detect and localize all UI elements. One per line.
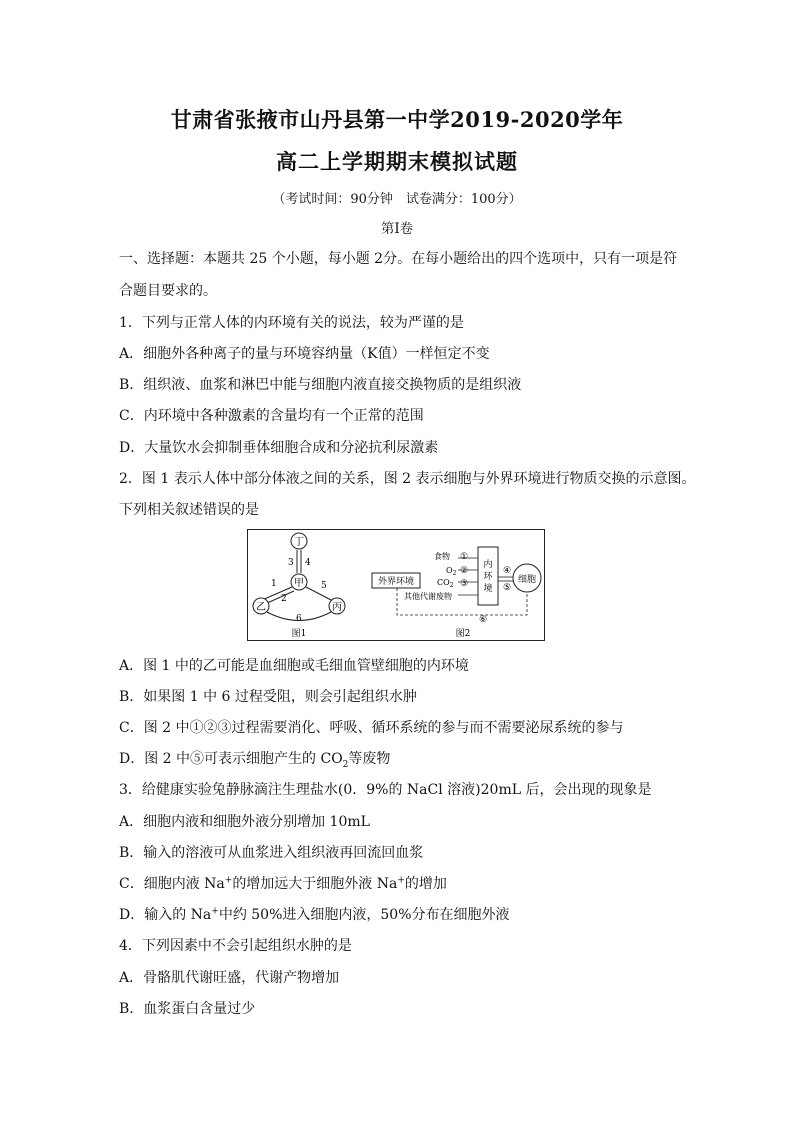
label-3: 3 [288, 558, 294, 568]
internal-label-1: 内 [483, 560, 493, 570]
q3-option-c: C．细胞内液 Na+的增加远大于细胞外液 Na+的增加 [119, 875, 447, 892]
q4-option-b: B．血浆蛋白含量过少 [119, 1001, 256, 1017]
circle-5: ⑤ [503, 583, 512, 593]
q2-stem-line2: 下列相关叙述错误的是 [119, 502, 259, 518]
label-5: 5 [321, 581, 327, 591]
label-6: 6 [296, 614, 302, 624]
node-yi-label: 乙 [256, 602, 266, 613]
q3-option-d: D．输入的 Na+中约 50%进入细胞内液，50%分布在细胞外液 [119, 906, 510, 923]
q2-option-d: D．图 2 中⑤可表示细胞产生的 $CO_2$等废物 [119, 751, 391, 770]
q1-option-c: C．内环境中各种激素的含量均有一个正常的范围 [119, 408, 424, 424]
q2-option-b: B．如果图 1 中 6 过程受阻，则会引起组织水肿 [119, 689, 417, 705]
q2-stem-line1: 2．图 1 表示人体中部分体液之间的关系，图 2 表示细胞与外界环境进行物质交换的示意图。 [119, 471, 696, 487]
part1-instruction-line2: 合题目要求的。 [119, 283, 217, 299]
node-jia-label: 甲 [294, 578, 304, 589]
node-bing-label: 丙 [332, 602, 342, 613]
label-1: 1 [271, 579, 277, 589]
circle-3: ③ [460, 579, 469, 589]
circle-2: ② [460, 566, 469, 576]
figure-2-caption: 图2 [455, 629, 471, 639]
q2-figure-svg [247, 529, 545, 641]
q1-option-b: B．组织液、血浆和淋巴中能与细胞内液直接交换物质的是组织液 [119, 377, 522, 393]
circle-6: ⑥ [479, 615, 488, 625]
q1-option-d: D．大量饮水会抑制垂体细胞合成和分泌抗利尿激素 [119, 440, 439, 456]
label-4: 4 [305, 558, 311, 568]
cell-label: 细胞 [517, 575, 537, 585]
q3-stem: 3．给健康实验兔静脉滴注生理盐水(0．9%的 NaCl 溶液)20mL 后，会出现的现象是 [119, 782, 652, 798]
waste-label: 其他代谢废物 [404, 592, 452, 601]
circle-4: ④ [503, 566, 512, 576]
internal-label-3: 境 [483, 584, 493, 594]
q1-stem: 1．下列与正常人体的内环境有关的说法，较为严谨的是 [119, 315, 464, 331]
co2-label: $CO_2$ [437, 578, 454, 589]
node-ding-label: 丁 [294, 537, 304, 548]
o2-label: $O_2$ [446, 566, 457, 577]
exam-title-line1: 甘肃省张掖市山丹县第一中学2019-2020学年 [170, 107, 624, 132]
exam-info: （考试时间：90分钟 试卷满分：100分） [272, 192, 522, 207]
exam-title-line2: 高二上学期期末模拟试题 [276, 149, 518, 174]
part1-instruction-line1: 一、选择题：本题共 25 个小题，每小题 2分。在每小题给出的四个选项中，只有一项是符 [119, 251, 678, 267]
q3-option-b: B．输入的溶液可从血浆进入组织液再回流回血浆 [119, 845, 424, 861]
figure-1-caption: 图1 [291, 629, 307, 639]
q2-option-c: C．图 2 中①②③过程需要消化、呼吸、循环系统的参与而不需要泌尿系统的参与 [119, 720, 624, 736]
section-heading: 第Ⅰ卷 [380, 221, 414, 237]
q4-stem: 4．下列因素中不会引起组织水肿的是 [119, 938, 352, 954]
external-environment-label: 外界环境 [377, 577, 415, 587]
q4-option-a: A．骨骼肌代谢旺盛，代谢产物增加 [119, 970, 340, 986]
q2-option-a: A．图 1 中的乙可能是血细胞或毛细血管壁细胞的内环境 [119, 658, 469, 674]
internal-label-2: 环 [483, 572, 493, 582]
q1-option-a: A．细胞外各种离子的量与环境容纳量（K值）一样恒定不变 [119, 346, 490, 362]
food-label: 食物 [434, 552, 450, 561]
q2-figure [247, 529, 545, 641]
label-2: 2 [281, 594, 287, 604]
circle-1: ① [460, 552, 469, 562]
q3-option-a: A．细胞内液和细胞外液分别增加 10mL [119, 814, 370, 830]
